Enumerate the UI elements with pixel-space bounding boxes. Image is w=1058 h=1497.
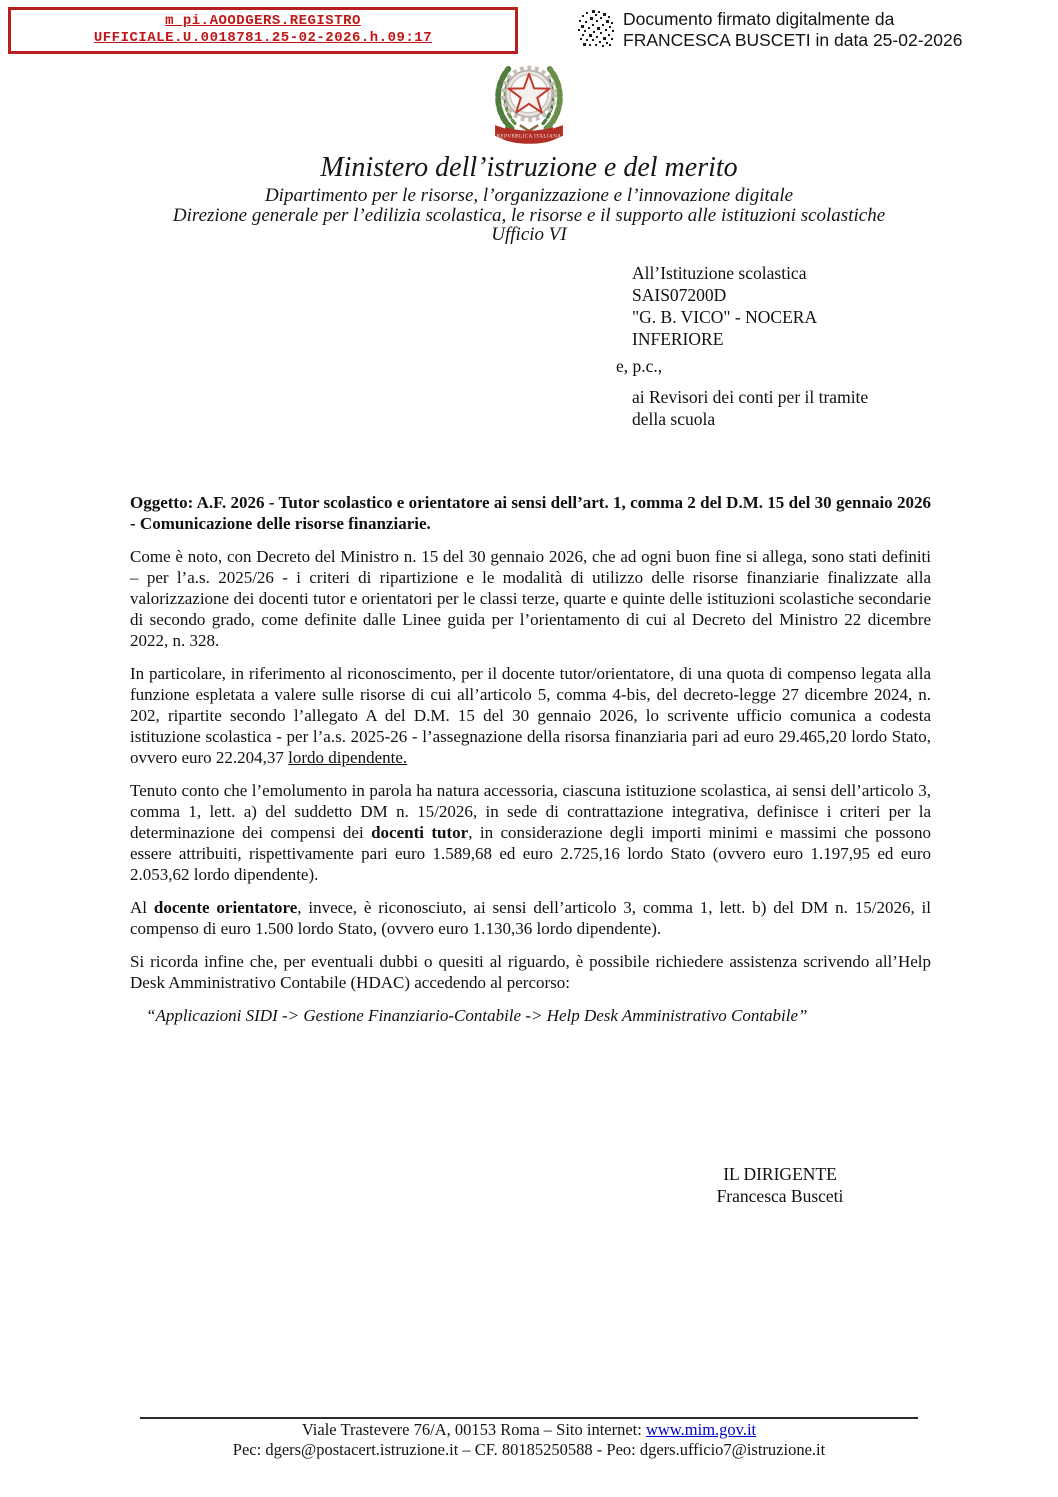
recipient-cc-block xyxy=(632,386,922,430)
italian-republic-emblem-icon xyxy=(0,54,1058,155)
body-paragraph-4 xyxy=(130,897,931,939)
digital-signature-seal-icon xyxy=(576,9,616,54)
recipient-line: ai Revisori dei conti per il tramite xyxy=(632,387,869,407)
closing-name: Francesca Busceti xyxy=(716,1186,844,1206)
footer-website-link[interactable]: www.mim.gov.it xyxy=(645,1420,757,1439)
footer-address-line xyxy=(0,1420,1058,1440)
body-paragraph-1: Come è noto, con Decreto del Ministro n. 15 del 30 gennaio 2026, che ad ogni buon fine si allega, sono stati definiti – per l’a.s. 2025/26 - i criteri di ripartizione e le modalità di utilizzo delle risorse finanziarie finalizzate alla valorizzazione dei docenti tutor e orientatori per le classi terze, quarte e quinte delle istituzioni scolastiche secondarie di secondo grado, come definite dalle Linee guida per l’orientamento di cui al Decreto del Ministro 22 dicembre 2022, n. 328. xyxy=(130,547,931,650)
office-line: Ufficio VI xyxy=(491,224,567,245)
letter-body xyxy=(130,492,931,1038)
svg-text:REPVBBLICA ITALIANA: REPVBBLICA ITALIANA xyxy=(496,133,562,140)
digital-signature-text xyxy=(623,9,962,51)
subject-paragraph: Oggetto: A.F. 2026 - Tutor scolastico e orientatore ai sensi dell’art. 1, comma 2 del D.M. 15 del 30 gennaio 2026 - Comunicazione delle risorse finanziarie. xyxy=(130,493,931,533)
bold-text: docente orientatore xyxy=(153,898,298,917)
paragraph-text: Al xyxy=(130,898,154,917)
digital-signature-stamp xyxy=(576,9,962,54)
bold-text: docenti tutor xyxy=(371,823,469,842)
paragraph-text: , invece, è riconosciuto, ai sensi dell’articolo 3, comma 1, lett. b) del DM n. 15/2026, il compenso di euro 1.500 lordo Stato, (ovvero euro 1.130,36 lordo dipendente). xyxy=(130,898,931,938)
ministry-title: Ministero dell’istruzione e del merito xyxy=(320,152,738,183)
digital-signature-line-1: Documento firmato digitalmente da xyxy=(623,9,895,29)
underlined-text: lordo dipendente. xyxy=(288,748,408,767)
footer-address-text: Viale Trastevere 76/A, 00153 Roma – Sito internet: xyxy=(301,1420,646,1439)
cc-label: e, p.c., xyxy=(616,356,663,376)
closing-signature xyxy=(620,1163,940,1207)
footer xyxy=(0,1417,1058,1460)
recipient-line: "G. B. VICO" - NOCERA xyxy=(632,307,818,327)
recipient-line: della scuola xyxy=(632,409,716,429)
registry-stamp xyxy=(8,7,518,54)
directorate-line: Direzione generale per l’edilizia scolastica, le risorse e il supporto alle istituzioni scolastiche xyxy=(172,204,886,226)
body-paragraph-2 xyxy=(130,663,931,768)
closing-role: IL DIRIGENTE xyxy=(723,1164,837,1184)
paragraph-text: , in considerazione degli importi minimi e massimi che possono essere attribuiti, rispettivamente pari euro 1.589,68 ed euro 2.725,16 lordo Stato (ovvero euro 1.197,95 ed euro 2.053,62 lordo dipendente). xyxy=(130,823,931,884)
department-line: Dipartimento per le risorse, l’organizzazione e l’innovazione digitale xyxy=(264,185,794,206)
recipient-line: INFERIORE xyxy=(632,329,724,349)
recipient-line: All’Istituzione scolastica xyxy=(632,263,807,283)
footer-divider xyxy=(140,1417,918,1419)
registry-line-2: UFFICIALE.U.0018781.25-02-2026.h.09:17 xyxy=(93,30,433,46)
registry-line-1: m_pi.AOODGERS.REGISTRO xyxy=(165,13,361,29)
body-paragraph-3 xyxy=(130,780,931,885)
paragraph-text: Tenuto conto che l’emolumento in parola ha natura accessoria, ciascuna istituzione scolastica, ai sensi dell’articolo 3, comma 1, lett. a) del suddetto DM n. 15/2026, in sede di contrattazione integrativa, definisce i criteri per la determinazione dei compensi dei xyxy=(130,781,931,842)
body-paragraph-5: Si ricorda infine che, per eventuali dubbi o quesiti al riguardo, è possibile richiedere assistenza scrivendo all’Help Desk Amministrativo Contabile (HDAC) accedendo al percorso: xyxy=(130,952,931,992)
paragraph-text: In particolare, in riferimento al riconoscimento, per il docente tutor/orientatore, di una quota di compenso legata alla funzione espletata a valere sulle risorse di cui all’articolo 5, comma 4-bis, del decreto-legge 27 dicembre 2024, n. 202, ripartite secondo l’allegato A del D.M. 15 del 30 gennaio 2026, lo scrivente ufficio comunica a codesta istituzione scolastica - per l’a.s. 2025-26 - l’assegnazione della risorsa finanziaria pari ad euro 29.465,20 lordo Stato, ovvero euro 22.204,37 xyxy=(130,664,931,767)
recipient-to-block xyxy=(632,262,922,350)
recipient-line: SAIS07200D xyxy=(632,285,727,305)
digital-signature-line-2: FRANCESCA BUSCETI in data 25-02-2026 xyxy=(623,30,963,50)
letterhead xyxy=(0,150,1058,245)
sidi-path-quote: “Applicazioni SIDI -> Gestione Finanziario-Contabile -> Help Desk Amministrativo Contabile” xyxy=(146,1006,808,1025)
footer-contacts-line: Pec: dgers@postacert.istruzione.it – CF. 80185250588 - Peo: dgers.ufficio7@istruzione.it xyxy=(232,1440,826,1459)
